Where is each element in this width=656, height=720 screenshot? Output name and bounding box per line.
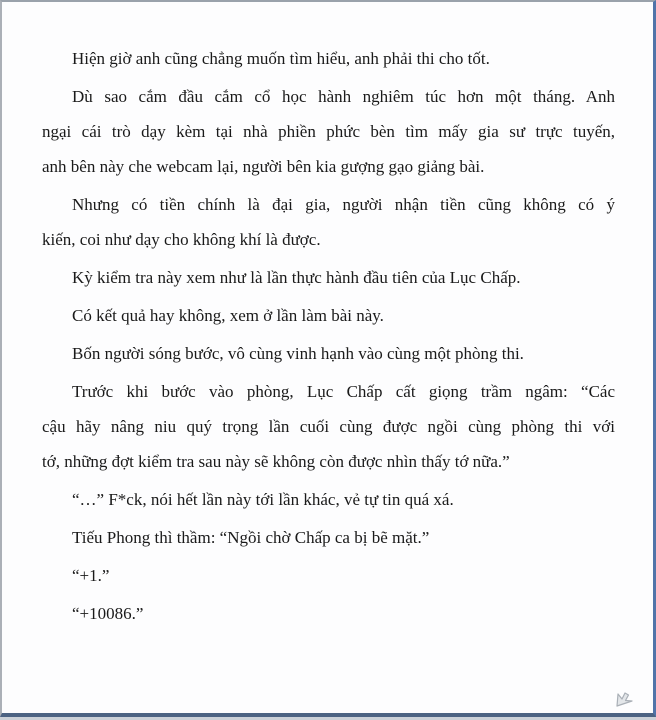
text-line: Kỳ kiểm tra này xem như là lần thực hành đầu tiên của Lục Chấp.	[72, 268, 521, 287]
text-line: kiến, coi như dạy cho không khí là được.	[42, 230, 321, 249]
text-line: tớ, những đợt kiểm tra sau này sẽ không còn được nhìn thấy tớ nữa.”	[42, 452, 510, 471]
text-line: cậu hãy nâng niu quý trọng lần cuối cùng được ngồi cùng phòng thi với	[42, 417, 615, 436]
text-line: “…” F*ck, nói hết lần này tới lần khác, vẻ tự tin quá xá.	[72, 490, 454, 509]
paragraph	[42, 520, 615, 555]
paragraph	[42, 187, 615, 257]
text-line: Dù sao cắm đầu cắm cổ học hành nghiêm túc hơn một tháng. Anh	[72, 87, 615, 106]
text-line: Nhưng có tiền chính là đại gia, người nhận tiền cũng không có ý	[72, 195, 615, 214]
text-line: Có kết quả hay không, xem ở lần làm bài này.	[72, 306, 384, 325]
text-line: Hiện giờ anh cũng chẳng muốn tìm hiểu, anh phải thi cho tốt.	[72, 49, 490, 68]
paragraph	[42, 336, 615, 371]
text-line: “+1.”	[72, 566, 110, 585]
text-line: Trước khi bước vào phòng, Lục Chấp cất giọng trầm ngâm: “Các	[72, 382, 615, 401]
paragraph	[42, 298, 615, 333]
paragraph	[42, 79, 615, 184]
text-line: Tiếu Phong thì thầm: “Ngồi chờ Chấp ca bị bẽ mặt.”	[72, 528, 430, 547]
text-line: ngại cái trò dạy kèm tại nhà phiền phức bèn tìm mấy gia sư trực tuyến,	[42, 122, 615, 141]
paragraph	[42, 596, 615, 631]
paragraph	[42, 260, 615, 295]
text-line: anh bên này che webcam lại, người bên kia gượng gạo giảng bài.	[42, 157, 485, 176]
text-line: “+10086.”	[72, 604, 144, 623]
paragraph	[42, 41, 615, 76]
paragraph	[42, 558, 615, 593]
document-text	[2, 2, 653, 713]
paragraph	[42, 374, 615, 479]
text-line: Bốn người sóng bước, vô cùng vinh hạnh vào cùng một phòng thi.	[72, 344, 524, 363]
paragraph	[42, 482, 615, 517]
